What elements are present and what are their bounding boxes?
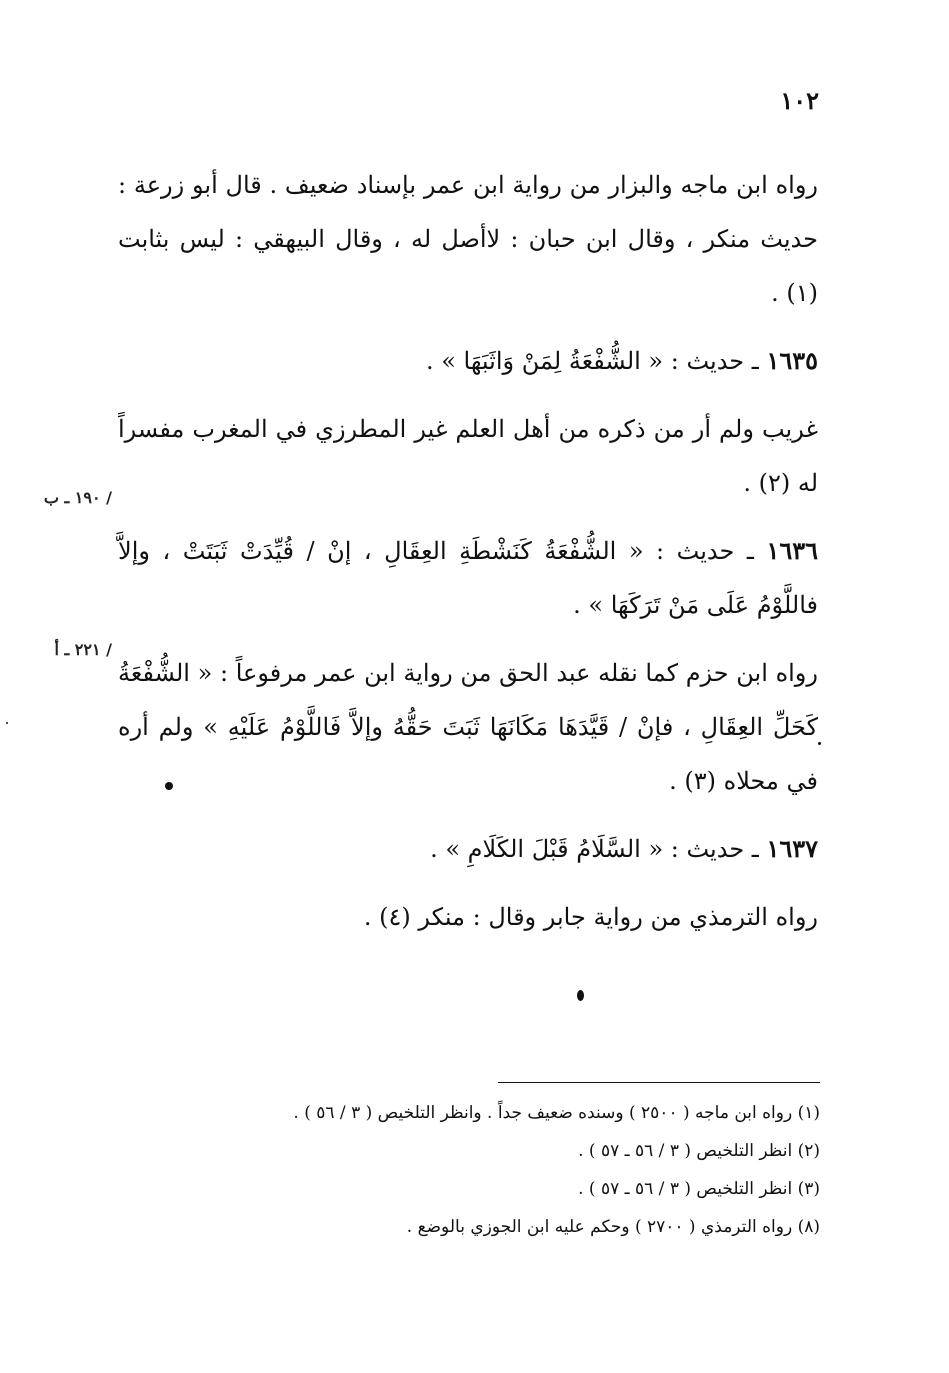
footnote: (١) رواه ابن ماجه ( ٢٥٠٠ ) وسنده ضعيف جداً . وانظر التلخيص ( ٣ / ٥٦ ) .	[293, 1103, 820, 1123]
hadith-text: ـ حديث : « الشُّفْعَةُ كَنَشْطَةِ العِقَالِ ، إنْ / قُيِّدَتْ ثَبَتَتْ ، وإلاَّ فاللَّوْمُ عَلَى مَنْ تَرَكَهَا » .	[118, 537, 818, 619]
footnotes	[220, 1094, 820, 1246]
hadith-1637	[118, 822, 818, 876]
ink-speck	[165, 782, 173, 790]
footnote: (٣) انظر التلخيص ( ٣ / ٥٦ ـ ٥٧ ) .	[578, 1179, 820, 1199]
footnote: (٨) رواه الترمذي ( ٢٧٠٠ ) وحكم عليه ابن الجوزي بالوضع .	[406, 1217, 820, 1237]
paragraph-commentary: غريب ولم أر من ذكره من أهل العلم غير المطرزي في المغرب مفسراً له (٢) .	[118, 415, 818, 497]
paragraph-commentary: رواه ابن ماجه والبزار من رواية ابن عمر بإسناد ضعيف . قال أبو زرعة : حديث منكر ، وقال ابن حبان : لاأصل له ، وقال البيهقي : ليس بثابت (١) .	[118, 171, 818, 307]
hadith-number: ١٦٣٧	[766, 834, 818, 863]
hadith-number: ١٦٣٦	[766, 536, 818, 565]
hadith-text: ـ حديث : « الشُّفْعَةُ لِمَنْ وَاثَبَهَا » .	[425, 347, 767, 375]
ink-speck	[818, 742, 821, 745]
hadith-1636	[118, 524, 818, 632]
ink-speck	[577, 990, 584, 1001]
main-text	[118, 158, 818, 944]
hadith-number: ١٦٣٥	[766, 346, 818, 375]
hadith-1635	[118, 334, 818, 388]
footnote: (٢) انظر التلخيص ( ٣ / ٥٦ ـ ٥٧ ) .	[578, 1141, 820, 1161]
paragraph-commentary: رواه الترمذي من رواية جابر وقال : منكر (٤) .	[363, 903, 818, 931]
paragraph-commentary: رواه ابن حزم كما نقله عبد الحق من رواية ابن عمر مرفوعاً : « الشُّفْعَةُ كَحَلِّ العِقَالِ ، فإنْ / قَيَّدَهَا مَكَانَهَا ثَبَتَ حَقُّهُ وإلاَّ فَاللَّوْمُ عَلَيْهِ » ولم أره في محلاه (٣) .	[118, 659, 818, 795]
page-number: ١٠٢	[780, 86, 819, 115]
manuscript-folio-note: / ٢٢١ ـ أ	[54, 640, 112, 659]
ink-speck	[6, 722, 8, 724]
footnote-separator	[498, 1082, 820, 1083]
manuscript-folio-note: / ١٩٠ ـ ب	[43, 488, 112, 507]
hadith-text: ـ حديث : « السَّلَامُ قَبْلَ الكَلَامِ » .	[430, 835, 767, 863]
